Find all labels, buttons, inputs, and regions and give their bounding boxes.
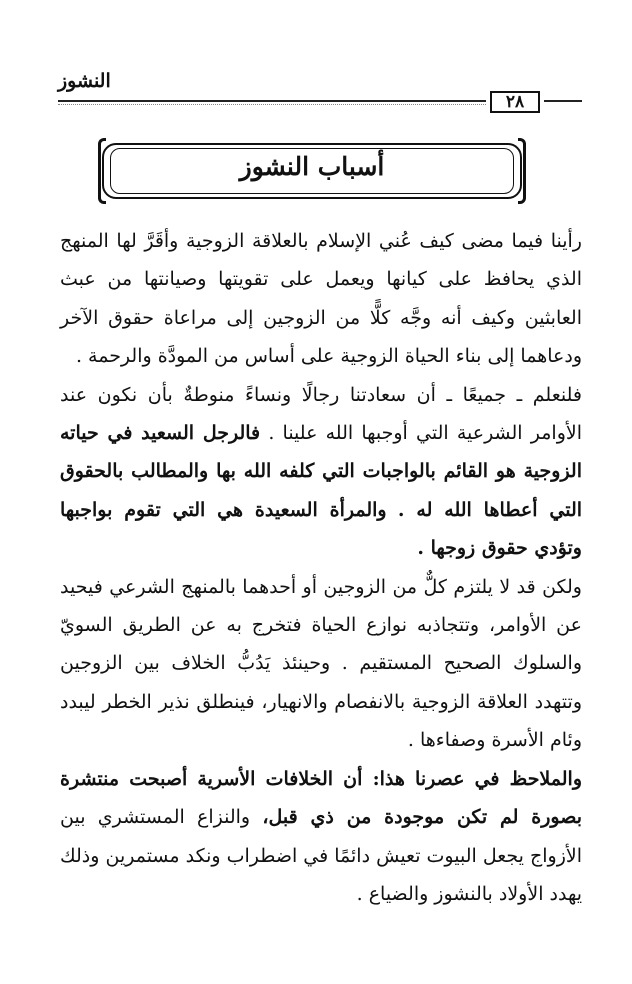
- paragraph-1: [60, 222, 582, 376]
- running-header-title: النشوز: [58, 70, 111, 92]
- paragraph-2-bold-1: فالرجل السعيد في حياته الزوجية هو القائم بالواجبات التي كلفه الله بها والمطالب بالحقوق التي أعطاها الله له .: [60, 422, 583, 521]
- paragraph-4-text: والنزاع المستشري بين الأزواج يجعل البيوت تعيش دائمًا في اضطراب ونكد مستمرين وذلك يهدد الأولاد بالنشوز والضياع .: [60, 806, 582, 905]
- header-rule: [58, 100, 486, 102]
- paragraph-3: [60, 568, 582, 760]
- body-text: [60, 222, 582, 913]
- paragraph-4: [60, 760, 582, 914]
- paragraph-1-text: رأينا فيما مضى كيف عُني الإسلام بالعلاقة الزوجية وأقَرَّ لها المنهج الذي يحافظ على كيانها ويعمل على تقويتها وصيانتها من عبث العابثين وكيف أنه وجَّه كلًّا من الزوجين إلى مراعاة حقوق الآخر ودعاهما إلى بناء الحياة الزوجية على أساس من المودَّة والرحمة .: [60, 230, 582, 368]
- header-rule-right: [544, 100, 582, 102]
- header-dotted-rule: [58, 104, 486, 105]
- paragraph-2-bold-2: والمرأة السعيدة هي التي تقوم بواجبها وتؤدي حقوق زوجها .: [60, 498, 582, 560]
- page-number: ٢٨: [490, 91, 540, 113]
- chapter-title: أسباب النشوز: [239, 152, 385, 181]
- paragraph-2-text: فلنعلم ـ جميعًا ـ أن سعادتنا رجالًا ونساءً منوطةٌ بأن نكون عند الأوامر الشرعية التي أوجبها الله علينا .: [60, 383, 582, 445]
- paragraph-4-bold: والملاحظ في عصرنا هذا: أن الخلافات الأسرية أصبحت منتشرة بصورة لم تكن موجودة من ذي قبل،: [60, 767, 583, 829]
- paragraph-2: [60, 376, 582, 568]
- paragraph-3-text: ولكن قد لا يلتزم كلٌّ من الزوجين أو أحدهما بالمنهج الشرعي فيحيد عن الأوامر، وتتجاذبه نوازع الحياة فتخرج به عن الطريق السويّ والسلوك الصحيح المستقيم . وحينئذ يَدُبُّ الخلاف بين الزوجين وتتهدد العلاقة الزوجية بالانفصام والانهيار، فينطلق نذير الخطر ليبدد وئام الأسرة وصفاءها .: [60, 575, 582, 752]
